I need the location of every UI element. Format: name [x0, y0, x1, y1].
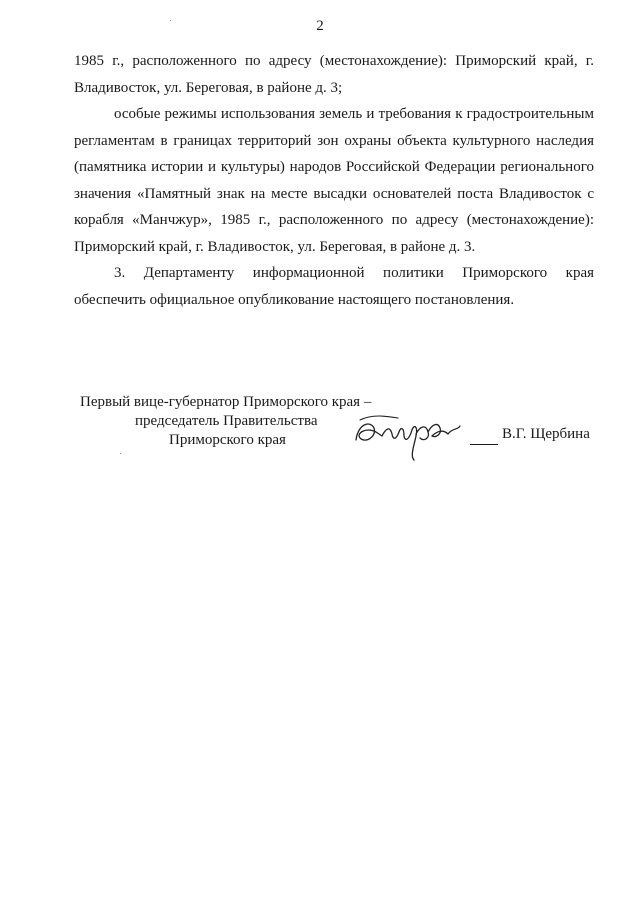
signatory-name: В.Г. Щербина [502, 426, 590, 442]
page-number: 2 [316, 18, 324, 34]
scan-speck [170, 20, 171, 21]
signatory-title-line-2: председатель Правительства [135, 413, 318, 429]
scan-speck [120, 453, 121, 454]
signatory-title [80, 393, 380, 450]
document-body [74, 48, 594, 313]
paragraph-address-continuation: 1985 г., расположенного по адресу (местонахождение): Приморский край, г. Владивосток, ул. Береговая, в районе д. 3; [74, 53, 594, 96]
signature-line [470, 444, 498, 445]
paragraph-publication-order: 3. Департаменту информационной политики Приморского края обеспечить официальное опубликование настоящего постановления. [74, 265, 594, 308]
paragraph-land-use-regimes: особые режимы использования земель и требования к градостроительным регламентам в границах территорий зон охраны объекта культурного наследия (памятника истории и культуры) народов Российской Федерации регионального значения «Памятный знак на месте высадки основателей поста Владивосток с корабля «Манчжур», 1985 г., расположенного по адресу (местонахождение): Приморский край, г. Владивосток, ул. Береговая, в районе д. 3. [74, 106, 594, 255]
handwritten-signature [352, 410, 470, 462]
signatory-title-line-1: Первый вице-губернатор Приморского края – [80, 394, 372, 410]
signatory-title-line-3: Приморского края [169, 432, 286, 448]
